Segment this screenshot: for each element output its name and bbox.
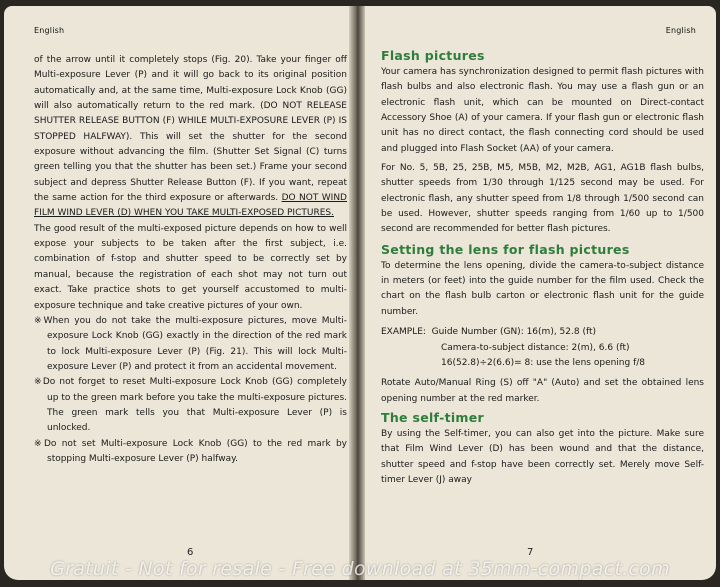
section-title-setting-lens: Setting the lens for flash pictures bbox=[381, 241, 630, 257]
right-page bbox=[361, 6, 716, 580]
paragraph: For No. 5, 5B, 25, 25B, M5, M5B, M2, M2B, AG1, AG1B flash bulbs, shutter speeds from 1/30 through 1/125 second may be used. For electronic flash, any shutter speed from 1/8 through 1/500 second can be used. However, shutter speeds ranging from 1/60 up to 1/500 second are recommended for better flash pictures. bbox=[381, 163, 704, 235]
note: ※When you do not take the multi-exposure pictures, move Multi-exposure Lock Knob (GG) exactly in the direction of the red mark to lock Multi-exposure Lever (P) (Fig. 21). This will lock Multi-exposure Lever (P) and protect it from an accidental movement. bbox=[34, 315, 347, 372]
left-page-body bbox=[34, 53, 347, 467]
example-line: Camera-to-subject distance: 2(m), 6.6 (ft) bbox=[441, 342, 630, 353]
paragraph: Your camera has synchronization designed to permit flash pictures with flash bulbs and also electronic flash. You may use a flash gun or an electronic flash unit, which can be mounted on Direct-contact Accessory Shoe (A) of your camera. If your flash gun or electronic flash unit has no direct contact, the flash connecting cord should be used and plugged into Flash Socket (AA) of your camera. bbox=[381, 67, 704, 154]
right-page-body bbox=[381, 46, 704, 488]
watermark: Gratuit - Not for resale - Free download at 35mm-compact.com bbox=[50, 558, 670, 580]
section-title-flash-pictures: Flash pictures bbox=[381, 48, 485, 63]
paragraph-text: of the arrow until it completely stops (Fig. 20). Take your finger off Multi-exposure Lever (P) and it will go back to its original position automatically and, at the same time, Multi-exposure Lock Knob (GG) will also automatically return to the red mark. (DO NOT RELEASE SHUTTER RELEASE BUTTON (F) WHILE MULTI-EXPOSURE LEVER (P) IS STOPPED HALFWAY). This will set the shutter for the second exposure without advancing the film. (Shutter Set Signal (C) turns green telling you that the shutter has been set.) Frame your second subject and depress Shutter Release Button (F). If you want, repeat the same action for the third exposure or afterwards. bbox=[34, 55, 347, 204]
left-page bbox=[4, 6, 354, 580]
note: ※Do not set Multi-exposure Lock Knob (GG) to the red mark by stopping Multi-exposure Lever (P) halfway. bbox=[34, 438, 347, 464]
paragraph: By using the Self-timer, you can also get into the picture. Make sure that Film Wind Lever (D) has been wound and that the distance, shutter speed and f-stop have been correctly set. Merely move Self-timer Lever (J) away bbox=[381, 428, 704, 485]
section-title-self-timer: The self-timer bbox=[381, 409, 484, 425]
language-label-right: English bbox=[665, 26, 696, 35]
page-number-right: 7 bbox=[527, 547, 534, 558]
book-gutter bbox=[349, 6, 365, 580]
paragraph: The good result of the multi-exposed picture depends on how to well expose your subjects to be taken after the first subject, i.e. combination of f-stop and shutter speed to be correctly set by manual, because the registration of each shot may not turn out exact. Take practice shots to get yourself accustomed to multi-exposure technique and take creative pictures of your own. bbox=[34, 223, 347, 311]
paragraph: Rotate Auto/Manual Ring (S) off "A" (Auto) and set the obtained lens opening number at the red marker. bbox=[381, 378, 704, 404]
note: ※Do not forget to reset Multi-exposure Lock Knob (GG) completely up to the green mark before you take the multi-exposure pictures. The green mark tells you that Multi-exposure Lever (P) is unlocked. bbox=[34, 377, 347, 434]
paragraph: To determine the lens opening, divide the camera-to-subject distance in meters (or feet) into the guide number for the film used. Check the chart on the flash bulb carton or electronic flash unit for the guide number. bbox=[381, 260, 704, 317]
example-line: 16(52.8)÷2(6.6)= 8: use the lens opening f/8 bbox=[441, 357, 646, 368]
warning-text: DO NOT WIND FILM WIND LEVER (D) WHEN YOU TAKE MULTI-EXPOSED PICTURES. bbox=[34, 193, 347, 219]
paragraph bbox=[34, 53, 347, 222]
page-number-left: 6 bbox=[187, 547, 194, 558]
example-line: EXAMPLE: Guide Number (GN): 16(m), 52.8 (ft) bbox=[381, 327, 597, 338]
language-label-left: English bbox=[34, 26, 65, 35]
